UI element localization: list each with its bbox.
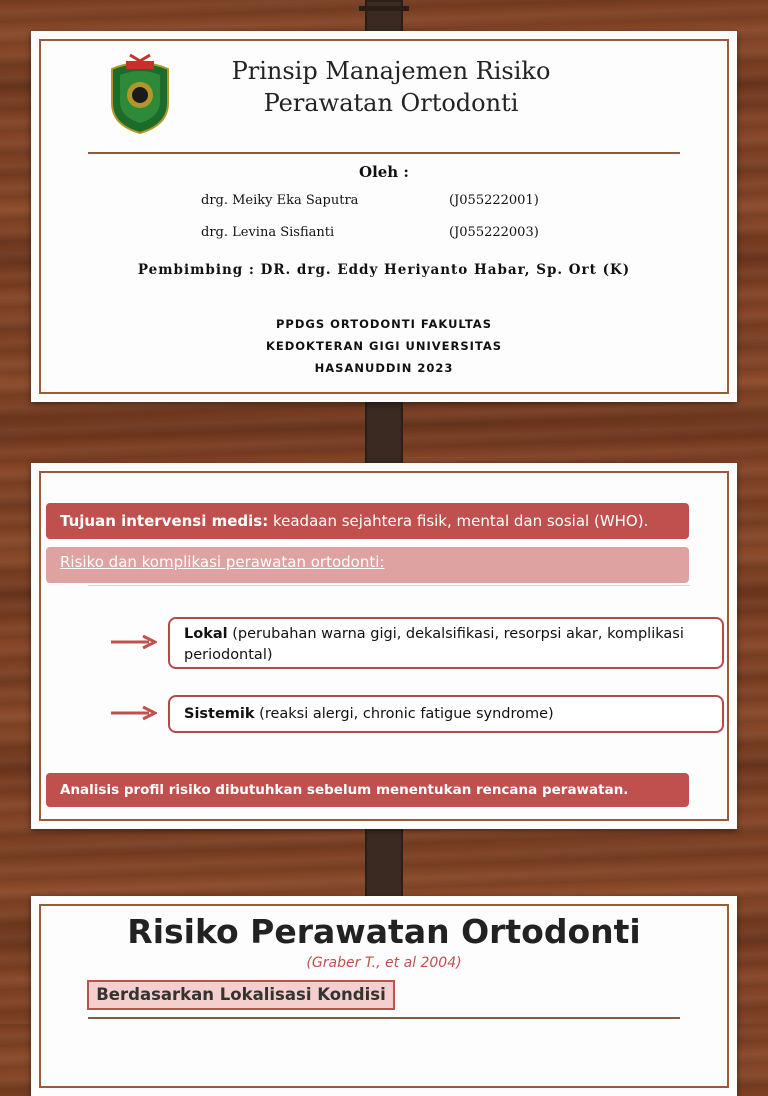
institution-line: HASANUDDIN 2023: [314, 361, 454, 375]
author-name: drg. Levina Sisfianti: [201, 225, 335, 240]
arrow-right-icon: [111, 706, 157, 720]
section-tag: Berdasarkan Lokalisasi Kondisi: [87, 980, 395, 1010]
university-logo-icon: [106, 53, 174, 135]
local-label: Lokal: [184, 626, 228, 642]
arrow-right-icon: [111, 635, 157, 649]
systemic-label: Sistemik: [184, 706, 255, 722]
systemic-text: (reaksi alergi, chronic fatigue syndrome): [254, 706, 554, 722]
oleh-label: Oleh :: [359, 163, 409, 181]
author-nim: (J055222003): [449, 225, 539, 240]
divider: [88, 152, 680, 154]
slide-risk-overview[interactable]: [31, 463, 737, 829]
citation: (Graber T., et al 2004): [306, 955, 462, 971]
divider: [88, 1017, 680, 1019]
institution-line: KEDOKTERAN GIGI UNIVERSITAS: [265, 339, 503, 353]
systemic-risk-box: [168, 695, 724, 733]
author-name: drg. Meiky Eka Saputra: [201, 193, 359, 208]
author-nim: (J055222001): [449, 193, 539, 208]
title-line-1: Prinsip Manajemen Risiko: [231, 57, 551, 85]
risk-heading-bar: [46, 547, 689, 583]
slide-title[interactable]: [31, 31, 737, 402]
slide-title: Risiko Perawatan Ortodonti: [127, 912, 641, 951]
slide-risk-classification[interactable]: [31, 896, 737, 1096]
goal-label: Tujuan intervensi medis:: [60, 512, 269, 530]
institution-line: PPDGS ORTODONTI FAKULTAS: [276, 317, 492, 331]
presentation-title: [191, 55, 591, 119]
local-text: (perubahan warna gigi, dekalsifikasi, resorpsi akar, komplikasi periodontal): [184, 626, 684, 663]
supervisor-line: Pembimbing : DR. drg. Eddy Heriyanto Habar, Sp. Ort (K): [137, 262, 631, 278]
local-risk-box: [168, 617, 724, 669]
goal-text: keadaan sejahtera fisik, mental dan sosial (WHO).: [268, 512, 649, 530]
goal-bar: [46, 503, 689, 539]
title-line-2: Perawatan Ortodonti: [263, 89, 519, 117]
conclusion-bar: Analisis profil risiko dibutuhkan sebelum menentukan rencana perawatan.: [46, 773, 689, 807]
divider: [88, 585, 690, 586]
risk-heading: Risiko dan komplikasi perawatan ortodonti:: [60, 553, 385, 571]
